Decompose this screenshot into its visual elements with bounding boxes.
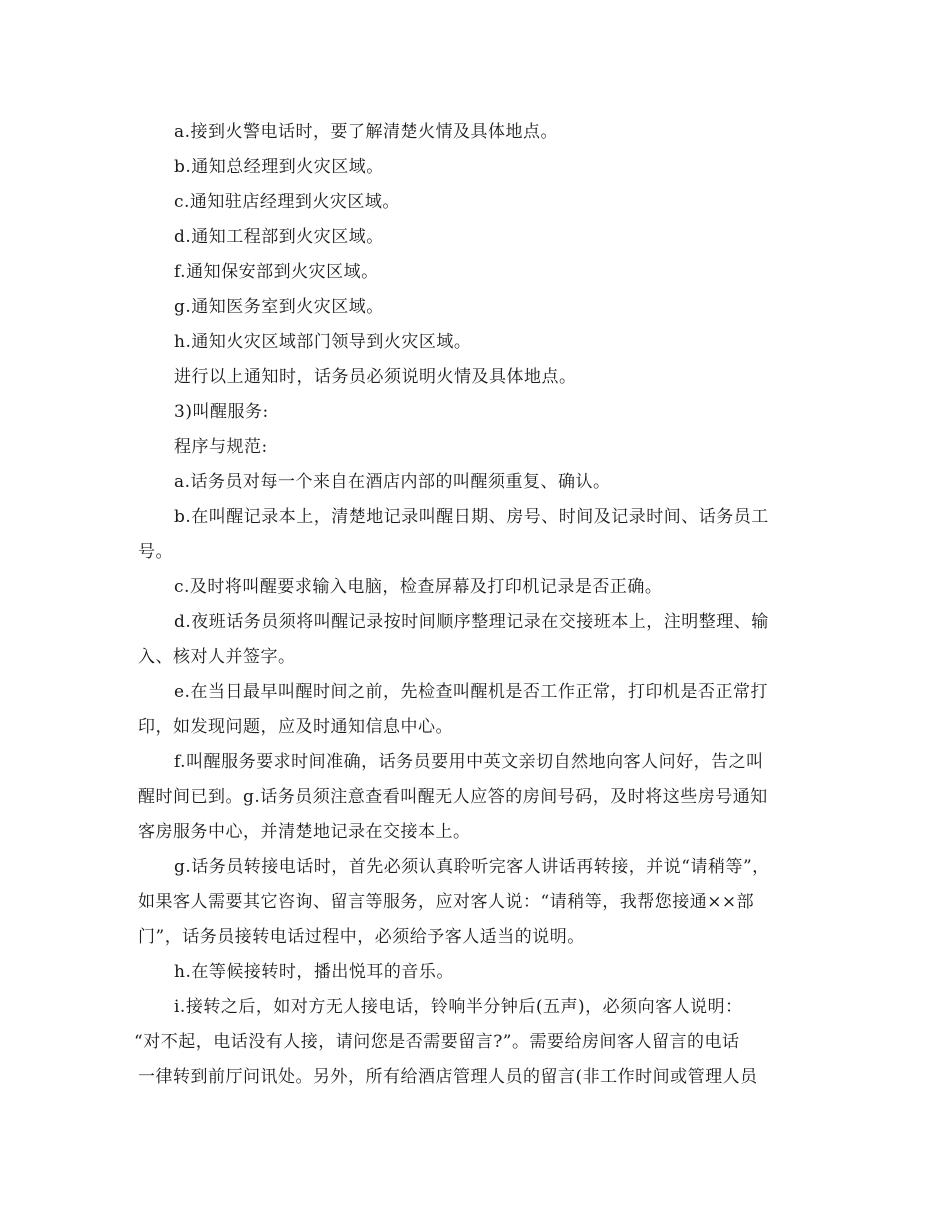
text-line: i.接转之后，如对方无人接电话，铃响半分钟后(五声)，必须向客人说明：: [174, 997, 743, 1017]
text-line: g.话务员转接电话时，首先必须认真聆听完客人讲话再转接，并说“请稍等”，: [174, 857, 770, 877]
text-line: a.接到火警电话时，要了解清楚火情及具体地点。: [174, 122, 559, 142]
text-line: 入、核对人并签字。: [138, 647, 296, 667]
text-line: 客房服务中心，并清楚地记录在交接本上。: [138, 822, 471, 842]
text-line: a.话务员对每一个来自在酒店内部的叫醒须重复、确认。: [174, 472, 611, 492]
text-line: 印，如发现问题，应及时通知信息中心。: [138, 717, 453, 737]
text-line: “对不起，电话没有人接，请问您是否需要留言?”。需要给房间客人留言的电话: [134, 1032, 740, 1052]
text-line: d.通知工程部到火灾区域。: [174, 227, 384, 247]
section-heading: 3)叫醒服务:: [174, 402, 269, 422]
text-line: b.通知总经理到火灾区域。: [174, 157, 384, 177]
text-line: h.在等候接转时，播出悦耳的音乐。: [174, 962, 454, 982]
text-line: c.及时将叫醒要求输入电脑，检查屏幕及打印机记录是否正确。: [174, 577, 663, 597]
text-line: 进行以上通知时，话务员必须说明火情及具体地点。: [174, 367, 577, 387]
text-line: h.通知火灾区域部门领导到火灾区域。: [174, 332, 472, 352]
text-line: g.通知医务室到火灾区域。: [174, 297, 384, 317]
text-line: d.夜班话务员须将叫醒记录按时间顺序整理记录在交接班本上，注明整理、输: [174, 612, 769, 632]
text-line: 醒时间已到。g.话务员须注意查看叫醒无人应答的房间号码，及时将这些房号通知: [138, 787, 768, 807]
text-line: b.在叫醒记录本上，清楚地记录叫醒日期、房号、时间及记录时间、话务员工: [174, 507, 769, 527]
subheading: 程序与规范:: [174, 437, 268, 457]
text-line: e.在当日最早叫醒时间之前，先检查叫醒机是否工作正常，打印机是否正常打: [174, 682, 768, 702]
text-line: 如果客人需要其它咨询、留言等服务，应对客人说：“请稍等，我帮您接通××部: [138, 892, 755, 912]
text-line: 号。: [138, 542, 173, 562]
text-line: 一律转到前厅问讯处。另外，所有给酒店管理人员的留言(非工作时间或管理人员: [138, 1067, 758, 1087]
text-line: f.通知保安部到火灾区域。: [174, 262, 379, 282]
text-line: c.通知驻店经理到火灾区域。: [174, 192, 400, 212]
text-line: 门”，话务员接转电话过程中，必须给予客人适当的说明。: [138, 927, 585, 947]
text-line: f.叫醒服务要求时间准确，话务员要用中英文亲切自然地向客人问好，告之叫: [174, 752, 764, 772]
